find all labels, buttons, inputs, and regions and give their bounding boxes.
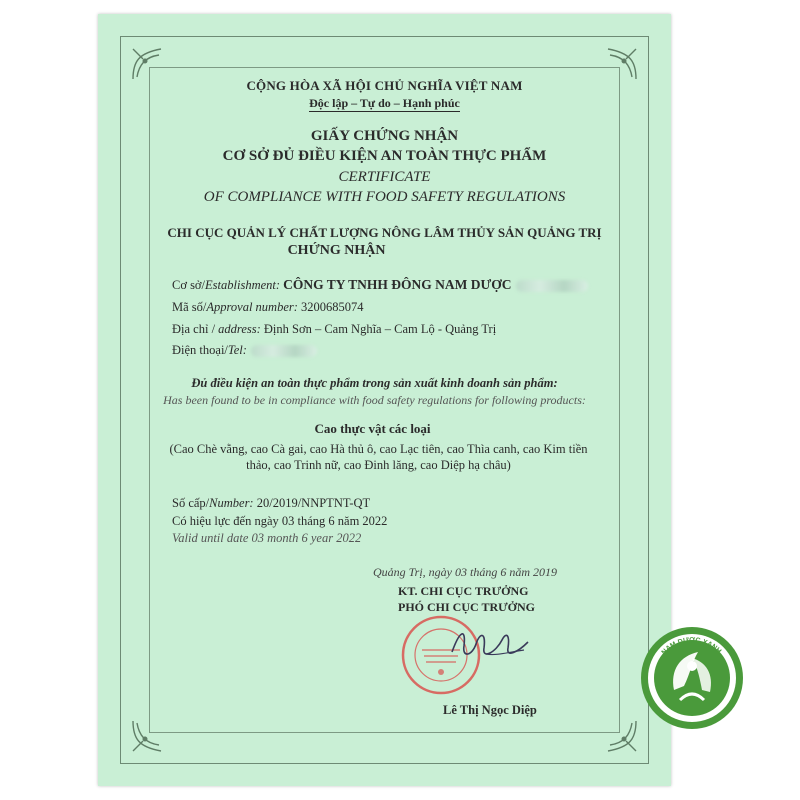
title-en-line1: CERTIFICATE	[338, 169, 431, 185]
title-vn-line2: CƠ SỞ ĐỦ ĐIỀU KIỆN AN TOÀN THỰC PHẨM	[222, 148, 547, 164]
ornament-icon	[131, 719, 165, 753]
brand-logo-text: NAM DƯỢC XANH	[660, 636, 723, 657]
valid-until-vn: Có hiệu lực đến ngày 03 tháng 6 năm 2022	[172, 514, 388, 528]
signatory-title: KT. CHI CỤC TRƯỞNG	[398, 584, 529, 598]
phone-field: Điện thoại/Tel:	[172, 343, 317, 358]
national-motto: Độc lập – Tự do – Hạnh phúc	[309, 96, 460, 110]
eligibility-vn: Đủ điều kiện an toàn thực phẩm trong sản xuất kinh doanh sản phẩm:	[191, 376, 558, 390]
approval-number-value: 3200685074	[301, 300, 364, 314]
valid-until-en: Valid until date 03 month 6 year 2022	[172, 531, 362, 545]
title-vn-line1: GIẤY CHỨNG NHẬN	[310, 128, 459, 144]
ornament-icon	[604, 719, 638, 753]
signature-icon	[446, 622, 542, 666]
ornament-icon	[604, 47, 638, 81]
certificate-number-field: Số cấp/Number: 20/2019/NNPTNT-QT	[172, 496, 371, 510]
brand-logo-icon	[640, 626, 744, 730]
certificate-sheet	[98, 14, 671, 786]
signer-name: Lê Thị Ngọc Diệp	[443, 703, 537, 717]
address-field: Địa chỉ / address: Định Sơn – Cam Nghĩa – Cam Lộ - Quảng Trị	[172, 322, 497, 336]
title-en-line2: OF COMPLIANCE WITH FOOD SAFETY REGULATIONS	[203, 189, 566, 205]
eligibility-en: Has been found to be in compliance with food safety regulations for following products:	[163, 393, 586, 407]
establishment-field: Cơ sở/Establishment: CÔNG TY TNHH ĐÔNG NAM DƯỢC	[172, 277, 588, 293]
issuing-agency: CHI CỤC QUẢN LÝ CHẤT LƯỢNG NÔNG LÂM THỦY SẢN QUẢNG TRỊ	[167, 225, 602, 240]
certifies-heading: CHỨNG NHẬN	[287, 243, 386, 258]
certificate-number-value: 20/2019/NNPTNT-QT	[256, 496, 371, 510]
signatory-position: PHÓ CHI CỤC TRƯỞNG	[398, 600, 536, 614]
ornament-icon	[131, 47, 165, 81]
approval-number-field: Mã số/Approval number: 3200685074	[172, 300, 364, 314]
address-value: Định Sơn – Cam Nghĩa – Cam Lộ - Quảng Trị	[263, 322, 497, 336]
establishment-value: CÔNG TY TNHH ĐÔNG NAM DƯỢC	[283, 277, 512, 292]
place-and-date: Quảng Trị, ngày 03 tháng 6 năm 2019	[373, 565, 558, 579]
national-name: CỘNG HÒA XÃ HỘI CHỦ NGHĨA VIỆT NAM	[246, 78, 523, 93]
redacted-blur	[516, 280, 588, 292]
product-group: Cao thực vật các loại	[314, 421, 431, 436]
product-detail-line1: (Cao Chè vằng, cao Cà gai, cao Hà thủ ô, cao Lạc tiên, cao Thìa canh, cao Kim tiền	[169, 442, 588, 456]
redacted-blur	[251, 345, 317, 357]
product-detail-line2: thảo, cao Trinh nữ, cao Đinh lăng, cao Diệp hạ châu)	[246, 458, 511, 472]
